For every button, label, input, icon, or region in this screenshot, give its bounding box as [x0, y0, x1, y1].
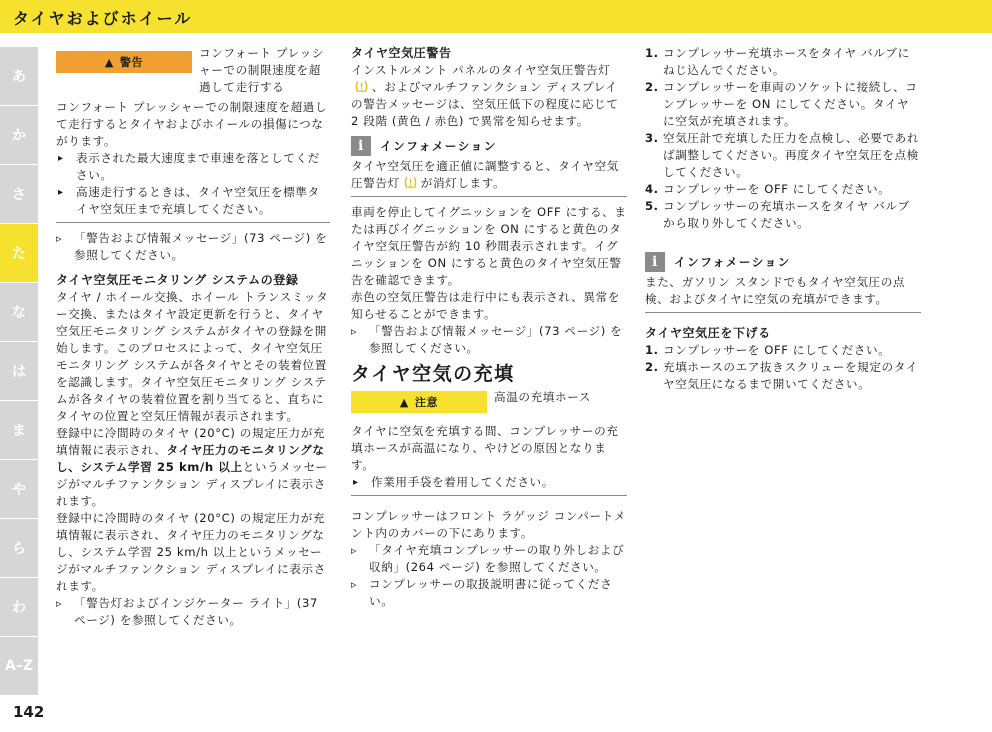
warning-label-text: 警告 [119, 55, 144, 69]
big-section-title: タイヤ空気の充填 [351, 363, 515, 385]
column-3 [645, 45, 921, 393]
info-text: また、ガソリン スタンドでもタイヤ空気圧の点検、およびタイヤに空気の充填ができます。 [645, 275, 906, 306]
column-1 [56, 45, 330, 629]
cross-reference-link[interactable]: ▹ 「警告灯およびインジケーター ライト」(37 ページ) を参照してください。 [56, 595, 330, 629]
step-number: 1. [645, 343, 659, 357]
index-tab-ma[interactable]: ま [0, 401, 38, 460]
step-text: 充填ホースのエア抜きスクリューを規定のタイヤ空気圧になるまで開いてください。 [663, 360, 918, 391]
step-number: 5. [645, 199, 659, 213]
caution-label [351, 391, 487, 413]
info-icon: i [351, 136, 371, 156]
text-run: が消灯します。 [420, 176, 506, 190]
step-number: 2. [645, 360, 659, 374]
divider [56, 222, 330, 223]
info-header [645, 252, 921, 272]
index-sidebar [0, 47, 38, 696]
section-title: タイヤおよびホイール [13, 9, 193, 28]
caution-box [351, 389, 627, 413]
caution-side-text: 高温の充填ホース [494, 390, 591, 404]
index-tab-a[interactable]: あ [0, 47, 38, 106]
info-title: インフォメーション [380, 138, 497, 153]
index-tab-wa[interactable]: わ [0, 578, 38, 637]
warning-box [56, 45, 330, 96]
step-item [645, 359, 921, 393]
message-text: タイヤ圧力のモニタリングなし、システム学習 25 km/h 以上 [56, 443, 325, 474]
step-item [645, 198, 921, 232]
step-text: 空気圧計で充填した圧力を点検し、必要であれば調整してください。再度タイヤ空気圧を点検してください。 [663, 131, 920, 179]
step-text: コンプレッサーの充填ホースをタイヤ バルブから取り外してください。 [663, 199, 910, 230]
info-icon: i [645, 252, 665, 272]
step-number: 1. [645, 46, 659, 60]
warning-triangle-icon: ▲ [399, 395, 409, 409]
step-item [645, 130, 921, 181]
section-heading: タイヤ空気圧モニタリング システムの登録 [56, 273, 299, 287]
paragraph: 車両を停止してイグニッションを OFF にする、または再びイグニッションを ON にすると黄色のタイヤ空気圧警告が約 10 秒間表示されます。イグニッションを ON にすると黄色のタイヤ空気圧警告を確認できます。 [351, 205, 627, 287]
text-run: インストルメント パネルのタイヤ空気圧警告灯 [351, 63, 611, 77]
step-text: コンプレッサーを OFF にしてください。 [663, 182, 891, 196]
warning-body: コンフォート プレッシャーでの制限速度を超過して走行するとタイヤおよびホイールの損傷につながります。 [56, 100, 328, 148]
divider [645, 312, 921, 313]
step-number: 4. [645, 182, 659, 196]
index-tab-ya[interactable]: や [0, 460, 38, 519]
step-text: コンプレッサーを車両のソケットに接続し、コンプレッサーを ON にしてください。タイヤに空気が充填されます。 [663, 80, 918, 128]
step-number: 3. [645, 131, 659, 145]
paragraph: コンプレッサーはフロント ラゲッジ コンパートメント内のカバーの下にあります。 [351, 509, 626, 540]
paragraph [351, 62, 627, 130]
index-tab-sa[interactable]: さ [0, 165, 38, 224]
caution-bullet: ▸ 作業用手袋を着用してください。 [351, 474, 627, 491]
index-tab-na[interactable]: な [0, 283, 38, 342]
section-heading: タイヤ空気圧警告 [351, 46, 452, 60]
step-item [645, 45, 921, 79]
warning-bullet: ▸ 高速走行するときは、タイヤ空気圧を標準タイヤ空気圧まで充填してください。 [56, 184, 330, 218]
page-header [0, 0, 992, 33]
column-2 [351, 45, 627, 610]
warning-side-text: コンフォート プレッシャーでの制限速度を超過して走行する [199, 46, 325, 94]
text-run: タイヤ空気圧を適正値に調整すると、タイヤ空気圧警告灯 [351, 159, 619, 190]
step-item [645, 79, 921, 130]
info-header [351, 136, 627, 156]
paragraph [56, 425, 330, 510]
cross-reference-link[interactable]: ▹ 「警告および情報メッセージ」(73 ページ) を参照してください。 [56, 230, 330, 264]
paragraph: 登録中に冷間時のタイヤ (20°C) の規定圧力が充填情報に表示され、タイヤ圧力のモニタリングなし、システム学習 25 km/h 以上というメッセージがマルチファンクション ディスプレイに表示されます。 [56, 511, 326, 593]
warning-label [56, 51, 192, 73]
text-run: というメッセージがマルチファンクション ディスプレイに表示されます。 [56, 460, 328, 508]
index-tab-a-z[interactable]: A–Z [0, 637, 38, 696]
info-text [351, 158, 627, 192]
index-tab-ka[interactable]: か [0, 106, 38, 165]
text-run: 登録中に冷間時のタイヤ (20°C) の規定圧力が充填情報に表示され、 [56, 426, 326, 457]
index-tab-ha[interactable]: は [0, 342, 38, 401]
step-number: 2. [645, 80, 659, 94]
step-item [645, 342, 921, 359]
warning-bullet: ▸ 表示された最大速度まで車速を落としてください。 [56, 150, 330, 184]
caution-label-text: 注意 [414, 395, 439, 409]
tire-pressure-warning-icon [354, 80, 369, 93]
step-item [645, 181, 921, 198]
divider [351, 495, 627, 496]
paragraph: 赤色の空気圧警告は走行中にも表示され、異常を知らせることができます。 [351, 290, 620, 321]
warning-triangle-icon: ▲ [104, 55, 114, 69]
cross-reference-link[interactable]: ▹ 「警告および情報メッセージ」(73 ページ) を参照してください。 [351, 323, 627, 357]
cross-reference-link[interactable]: ▹ コンプレッサーの取扱説明書に従ってください。 [351, 576, 627, 610]
index-tab-ra[interactable]: ら [0, 519, 38, 578]
paragraph: タイヤ / ホイール交換、ホイール トランスミッター交換、またはタイヤ設定更新を行うと、タイヤ空気圧モニタリング システムがタイヤの登録を開始します。このプロセスによって、タイヤ空気圧モニタリング システムが各タイヤとその装着位置を認識します。タイヤ空気圧モニタリング システムが各タイヤの装着位置を割り当てると、直ちにタイヤの位置と空気圧情報が表示されます。 [56, 290, 329, 423]
page-number: 142 [13, 703, 45, 721]
caution-body: タイヤに空気を充填する間、コンプレッサーの充填ホースが高温になり、やけどの原因となります。 [351, 424, 619, 472]
section-heading: タイヤ空気圧を下げる [645, 326, 771, 340]
info-title: インフォメーション [674, 254, 791, 269]
index-tab-ta[interactable]: た [0, 224, 38, 283]
divider [351, 196, 627, 197]
tire-pressure-warning-icon [403, 176, 418, 189]
step-text: コンプレッサーを OFF にしてください。 [663, 343, 891, 357]
step-text: コンプレッサー充填ホースをタイヤ バルブにねじ込んでください。 [663, 46, 910, 77]
text-run: 、およびマルチファンクション ディスプレイの警告メッセージは、空気圧低下の程度に応じて 2 段階 (黄色 / 赤色) で異常を知らせます。 [351, 80, 619, 128]
cross-reference-link[interactable]: ▹ 「タイヤ充填コンプレッサーの取り外しおよび収納」(264 ページ) を参照してください。 [351, 542, 627, 576]
